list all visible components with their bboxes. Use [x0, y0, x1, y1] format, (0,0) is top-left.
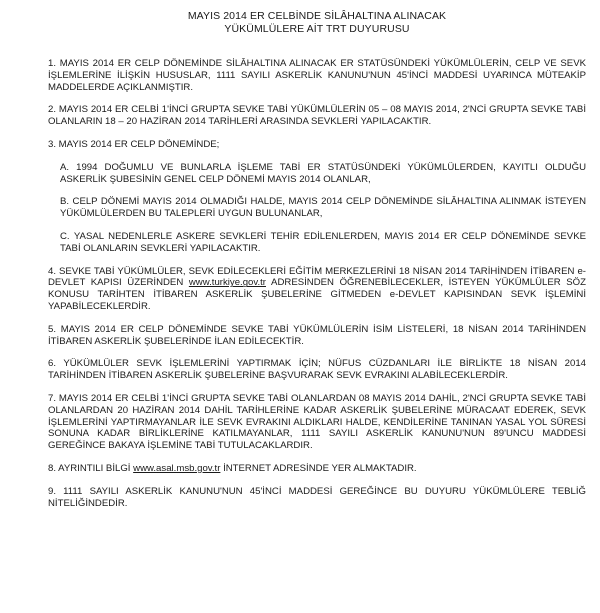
paragraph-3b: B. CELP DÖNEMİ MAYIS 2014 OLMADIĞI HALDE, MAYIS 2014 CELP DÖNEMİNDE SİLÂHALTINA ALINMAK İSTEYEN YÜKÜMLÜLERDEN BU TALEPLERİ UYGUN BULUNANLAR,: [60, 196, 586, 220]
paragraph-5: 5. MAYIS 2014 ER CELP DÖNEMİNDE SEVKE TABİ YÜKÜMLÜLERİN İSİM LİSTELERİ, 18 NİSAN 2014 TARİHİNDEN İTİBAREN ASKERLİK ŞUBELERİNDE İLAN EDİLECEKTİR.: [48, 323, 586, 347]
paragraph-2: 2. MAYIS 2014 ER CELBİ 1'İNCİ GRUPTA SEVKE TABİ YÜKÜMLÜLERİN 05 – 08 MAYIS 2014, 2'NCİ GRUPTA SEVKE TABİ OLANLARIN 18 – 20 HAZİRAN 2014 TARİHLERİ ARASINDA SEVKLERİ YAPILACAKTIR.: [48, 104, 586, 128]
paragraph-9: 9. 1111 SAYILI ASKERLİK KANUNU'NUN 45'İNCİ MADDESİ GEREĞİNCE BU DUYURU YÜKÜMLÜLERE TEBLİĞ NİTELİĞİNDEDİR.: [48, 485, 586, 509]
turkiye-gov-link[interactable]: www.turkiye.gov.tr: [188, 277, 266, 289]
paragraph-8: 8. AYRINTILI BİLGİ www.asal.msb.gov.tr İNTERNET ADRESİNDE YER ALMAKTADIR.: [48, 462, 417, 474]
title-line-2: YÜKÜMLÜLERE AİT TRT DUYURUSU: [224, 23, 410, 35]
paragraph-4: 4. SEVKE TABİ YÜKÜMLÜLER, SEVK EDİLECEKLERİ EĞİTİM MERKEZLERİNİ 18 NİSAN 2014 TARİHİNDEN İTİBAREN e-DEVLET KAPISI ÜZERİNDEN www.turkiye.gov.tr ADRESİNDEN ÖĞRENEBİLECEKLER, İSTEYEN YÜKÜMLÜLER SÖZ KONUSU TARİHTEN İTİBAREN ASKERLİK ŞUBELERİNE GİTMEDEN e-DEVLET KAPISINDAN SEVK İŞLEMİNİ YAPABİLECEKLERDİR.: [48, 265, 586, 312]
paragraph-3a: A. 1994 DOĞUMLU VE BUNLARLA İŞLEME TABİ ER STATÜSÜNDEKİ YÜKÜMLÜLERDEN, KAYITLI OLDUĞU ASKERLİK ŞUBESİNİN GENEL CELP DÖNEMİ MAYIS 2014 OLANLAR,: [60, 161, 586, 185]
paragraph-6: 6. YÜKÜMLÜLER SEVK İŞLEMLERİNİ YAPTIRMAK İÇİN; NÜFUS CÜZDANLARI İLE BİRLİKTE 18 NİSAN 2014 TARİHİNDEN İTİBAREN ASKERLİK ŞUBELERİNE BAŞVURARAK SEVK EVRAKINI ALABİLECEKLERDİR.: [48, 358, 586, 382]
paragraph-7: 7. MAYIS 2014 ER CELBİ 1'İNCİ GRUPTA SEVKE TABİ OLANLARDAN 08 MAYIS 2014 DAHİL, 2'NCİ GRUPTA SEVKE TABİ OLANLARDAN 20 HAZİRAN 2014 DAHİL TARİHLERİNE KADAR ASKERLİK ŞUBELERİNE MÜRACAAT EDEREK, SEVK İŞLEMLERİNİ YAPTIRMAYANLAR İLE SEVK EVRAKINI ALDIKLARI HALDE, KENDİLERİNE TANINAN YASAL YOL SÜRESİ SONUNA KADAR BİRLİKLERİNE KATILMAYANLAR, 1111 SAYILI ASKERLİK KANUNU'NUN 89'UNCU MADDESİ GEREĞİNCE BAKAYA İŞLEMİNE TABİ TUTULACAKLARDIR.: [48, 392, 586, 452]
title-line-1: MAYIS 2014 ER CELBİNDE SİLÂHALTINA ALINACAK: [187, 10, 447, 22]
asal-msb-link[interactable]: www.asal.msb.gov.tr: [133, 462, 221, 474]
paragraph-3c: C. YASAL NEDENLERLE ASKERE SEVKLERİ TEHİR EDİLENLERDEN, MAYIS 2014 ER CELP DÖNEMİNDE SEVKE TABİ OLANLARIN SEVKLERİ YAPILACAKTIR.: [60, 230, 586, 254]
document-title: [48, 10, 586, 36]
paragraph-3: 3. MAYIS 2014 ER CELP DÖNEMİNDE;: [48, 138, 220, 150]
paragraph-1: 1. MAYIS 2014 ER CELP DÖNEMİNDE SİLÂHALTINA ALINACAK ER STATÜSÜNDEKİ YÜKÜMLÜLERİN, CELP VE SEVK İŞLEMLERİNE İLİŞKİN HUSUSLAR, 1111 SAYILI ASKERLİK KANUNU'NUN 45'İNCİ MADDESİ UYARINCA MÜTEAKİP MADDELERDE AÇIKLANMIŞTIR.: [48, 58, 586, 93]
